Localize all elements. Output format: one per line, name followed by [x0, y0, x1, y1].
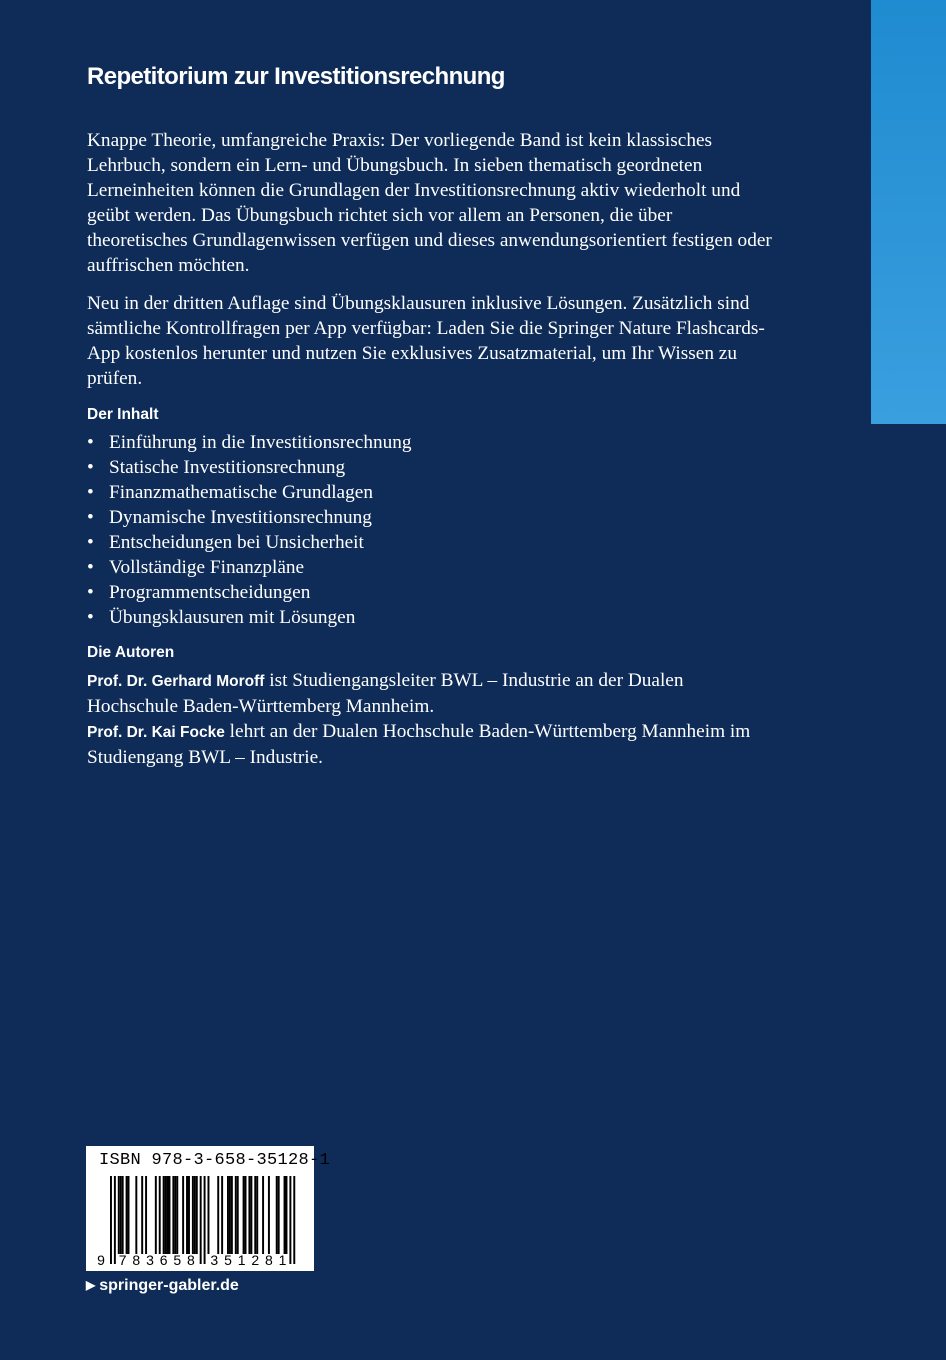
barcode-bar — [122, 1176, 124, 1254]
barcode-bar — [217, 1176, 219, 1254]
barcode-bar — [192, 1176, 194, 1254]
barcode-bar — [145, 1176, 147, 1254]
barcode-bar — [174, 1176, 176, 1254]
author-bio: ist Studiengangsleiter BWL – Industrie an der Dualen Hochschule Baden-Württemberg Mannheim. — [87, 670, 684, 717]
contents-list — [87, 430, 777, 630]
barcode-bar — [159, 1176, 161, 1254]
barcode-bar — [114, 1176, 116, 1264]
barcode-bar — [155, 1176, 157, 1254]
accent-bar — [871, 0, 946, 424]
barcode-bar — [182, 1176, 184, 1254]
website-url: springer-gabler.de — [99, 1277, 239, 1294]
barcode-bar — [196, 1176, 198, 1254]
barcode-bar — [204, 1176, 206, 1264]
contents-item: • Vollständige Finanzpläne — [87, 555, 777, 580]
publisher-website[interactable] — [86, 1276, 239, 1296]
barcode-digit: 2 — [251, 1252, 260, 1268]
barcode-bar — [118, 1176, 120, 1254]
description-paragraph-2: Neu in der dritten Auflage sind Übungsklausuren inklusive Lösungen. Zusätzlich sind sämtliche Kontrollfragen per App verfügbar: Laden Sie die Springer Nature Flashcards-App kostenlos herunter und nutzen Sie exklusives Zusatzmaterial, um Ihr Wissen zu prüfen. — [87, 293, 765, 389]
barcode-bar — [169, 1176, 171, 1254]
barcode-bar — [231, 1176, 233, 1254]
barcode-digit: 8 — [187, 1252, 195, 1268]
barcode-bar — [194, 1176, 196, 1254]
barcode-bar — [120, 1176, 122, 1254]
barcode-bar — [163, 1176, 165, 1254]
barcode-bar — [128, 1176, 130, 1254]
back-cover-content — [87, 60, 777, 770]
author-bio: lehrt an der Dualen Hochschule Baden-Württemberg Mannheim im Studiengang BWL – Industrie. — [87, 721, 751, 768]
barcode-bar — [126, 1176, 128, 1254]
contents-item: • Entscheidungen bei Unsicherheit — [87, 530, 777, 555]
author-entry-focke — [87, 719, 777, 770]
barcode-bar — [262, 1176, 264, 1254]
barcode-bar — [276, 1176, 278, 1254]
barcode-bar — [200, 1176, 202, 1264]
barcode-digit: 1 — [237, 1252, 246, 1268]
author-name: Prof. Dr. Kai Focke — [87, 724, 225, 741]
isbn-number: ISBN 978-3-658-35128-1 — [99, 1151, 331, 1170]
barcode-bar — [227, 1176, 229, 1254]
barcode-bar — [245, 1176, 247, 1254]
barcode-digit: 3 — [210, 1252, 219, 1268]
contents-item: • Finanzmathematische Grundlagen — [87, 480, 777, 505]
barcode-bar — [284, 1176, 286, 1254]
barcode-digit: 5 — [173, 1252, 182, 1268]
barcode-bar — [208, 1176, 210, 1254]
contents-item: • Dynamische Investitionsrechnung — [87, 505, 777, 530]
triangle-right-icon: ▶ — [86, 1278, 96, 1292]
contents-item: • Programmentscheidungen — [87, 580, 777, 605]
barcode-bar — [250, 1176, 252, 1254]
barcode-bar — [268, 1176, 270, 1254]
contents-item: • Übungsklausuren mit Lösungen — [87, 605, 777, 630]
barcode-digit: 5 — [224, 1252, 232, 1268]
barcode-bar — [221, 1176, 223, 1254]
barcode-bar — [237, 1176, 239, 1254]
barcode-bar — [188, 1176, 190, 1254]
isbn-barcode — [86, 1146, 331, 1271]
barcode-bar — [248, 1176, 250, 1254]
barcode-bar — [176, 1176, 178, 1254]
barcode-bar — [229, 1176, 231, 1254]
barcode-bar — [243, 1176, 245, 1254]
barcode-bar — [254, 1176, 256, 1254]
contents-item: • Einführung in die Investitionsrechnung — [87, 430, 777, 455]
contents-item: • Statische Investitionsrechnung — [87, 455, 777, 480]
barcode-bar — [167, 1176, 169, 1254]
barcode-digit: 6 — [159, 1252, 168, 1268]
barcode-bar — [278, 1176, 280, 1254]
barcode-bar — [286, 1176, 288, 1254]
author-entry-moroff — [87, 668, 777, 719]
barcode-bar — [289, 1176, 291, 1264]
barcode-bar — [235, 1176, 237, 1254]
barcode-digit: 1 — [278, 1252, 287, 1268]
contents-heading: Der Inhalt — [87, 406, 159, 423]
barcode-digit: 3 — [146, 1252, 154, 1268]
barcode-bar — [135, 1176, 137, 1254]
description-paragraph-1: Knappe Theorie, umfangreiche Praxis: Der vorliegende Band ist kein klassisches Lehrbuch, sondern ein Lern- und Übungsbuch. In sieben thematisch geordneten Lerneinheiten können die Grundlagen der Investitionsrechnung aktiv wiederholt und geübt werden. Das Übungsbuch richtet sich vor allem an Personen, die über theoretisches Grundlagenwissen verfügen und dieses anwendungsorientiert festigen oder auffrischen möchten. — [87, 130, 772, 276]
barcode-bar — [186, 1176, 188, 1254]
book-title: Repetitorium zur Investitionsrechnung — [87, 63, 505, 90]
barcode-digit: 9 — [97, 1252, 105, 1268]
barcode-bar — [293, 1176, 295, 1264]
author-name: Prof. Dr. Gerhard Moroff — [87, 673, 265, 690]
barcode-digit: 8 — [265, 1252, 273, 1268]
barcode-bar — [141, 1176, 143, 1254]
barcode-bars — [86, 1146, 314, 1271]
authors-heading: Die Autoren — [87, 644, 175, 661]
barcode-bar — [172, 1176, 174, 1254]
barcode-bar — [256, 1176, 258, 1254]
barcode-digit: 8 — [132, 1252, 141, 1268]
barcode-digit: 7 — [118, 1252, 127, 1268]
barcode-bar — [110, 1176, 112, 1264]
barcode-bar — [165, 1176, 167, 1254]
